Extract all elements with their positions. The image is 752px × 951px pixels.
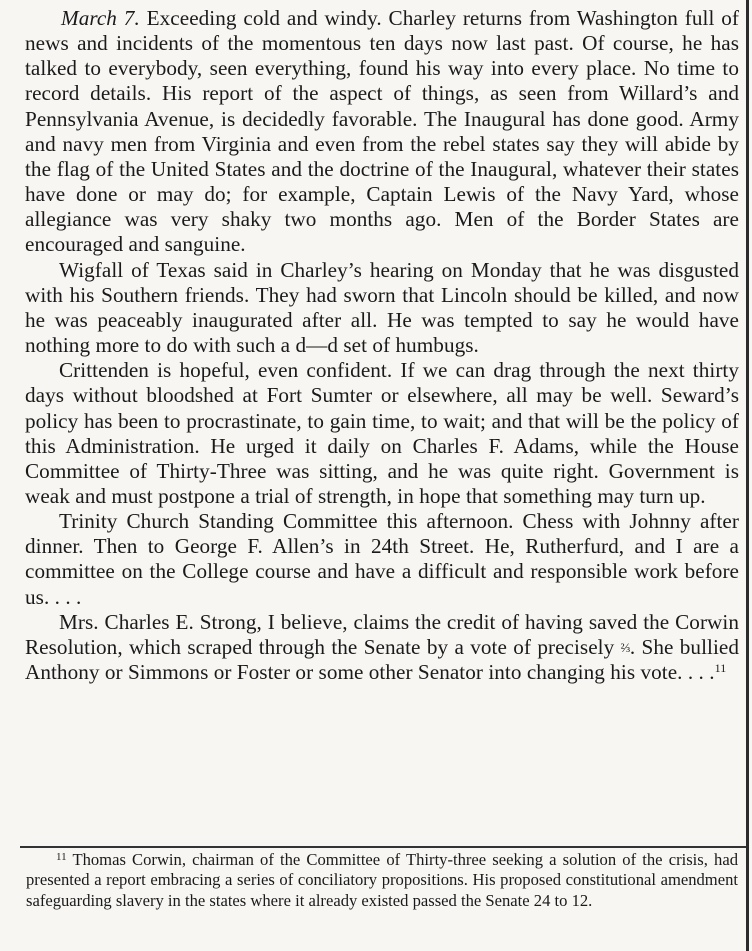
diary-entry	[25, 6, 739, 685]
entry-paragraph-text: . She bullied Anthony or Simmons or Foster or some other Senator into changing his vote. . . .	[25, 634, 739, 685]
page-edge	[746, 0, 749, 951]
entry-paragraph: Trinity Church Standing Committee this afternoon. Chess with Johnny after dinner. Then to George F. Allen’s in 24th Street. He, Rutherfurd, and I are a committee on the College course and have a difficult and responsible work before us. . . .	[25, 509, 739, 609]
entry-paragraph-text: Mrs. Charles E. Strong, I believe, claims the credit of having saved the Corwin Resolution, which scraped through the Senate by a vote of precisely	[25, 609, 739, 659]
vote-fraction: ⅔	[620, 639, 630, 655]
entry-date: March 7.	[61, 6, 140, 30]
entry-paragraph: Wigfall of Texas said in Charley’s hearing on Monday that he was disgusted with his Southern friends. They had sworn that Lincoln should be killed, and now he was peaceably inaugurated after all. He was tempted to say he would have nothing more to do with such a d—d set of humbugs.	[25, 257, 739, 358]
entry-paragraph	[25, 610, 739, 685]
footnote-divider	[20, 846, 748, 848]
footnote	[26, 850, 738, 911]
footnote-text: Thomas Corwin, chairman of the Committee of Thirty-three seeking a solution of the crisis, had presented a report embracing a series of conciliatory propositions. His proposed constitutional amendment safeguarding slavery in the states where it already existed passed the Senate 24 to 12.	[26, 850, 738, 910]
footnote-reference: 11	[714, 661, 727, 676]
footnote-paragraph	[26, 850, 738, 911]
entry-paragraph-text: Exceeding cold and windy. Charley returns from Washington full of news and incidents of the momentous ten days now last past. Of course, he has talked to everybody, seen everything, found his way into every place. No time to record details. His report of the aspect of things, as seen from Willard’s and Pennsylvania Avenue, is decidedly favorable. The Inaugural has done good. Army and navy men from Virginia and even from the rebel states say they will abide by the flag of the United States and the doctrine of the Inaugural, whatever their states have done or may do; for example, Captain Lewis of the Navy Yard, whose allegiance was very shaky two months ago. Men of the Border States are encouraged and sanguine.	[25, 6, 739, 257]
entry-paragraph: Crittenden is hopeful, even confident. If we can drag through the next thirty days without bloodshed at Fort Sumter or elsewhere, all may be well. Seward’s policy has been to procrastinate, to gain time, to wait; and that will be the policy of this Administration. He urged it daily on Charles F. Adams, while the House Committee of Thirty-Three was sitting, and he was quite right. Government is weak and must postpone a trial of strength, in hope that something may turn up.	[25, 358, 739, 508]
footnote-number: 11	[56, 851, 67, 863]
entry-paragraph	[25, 6, 739, 258]
